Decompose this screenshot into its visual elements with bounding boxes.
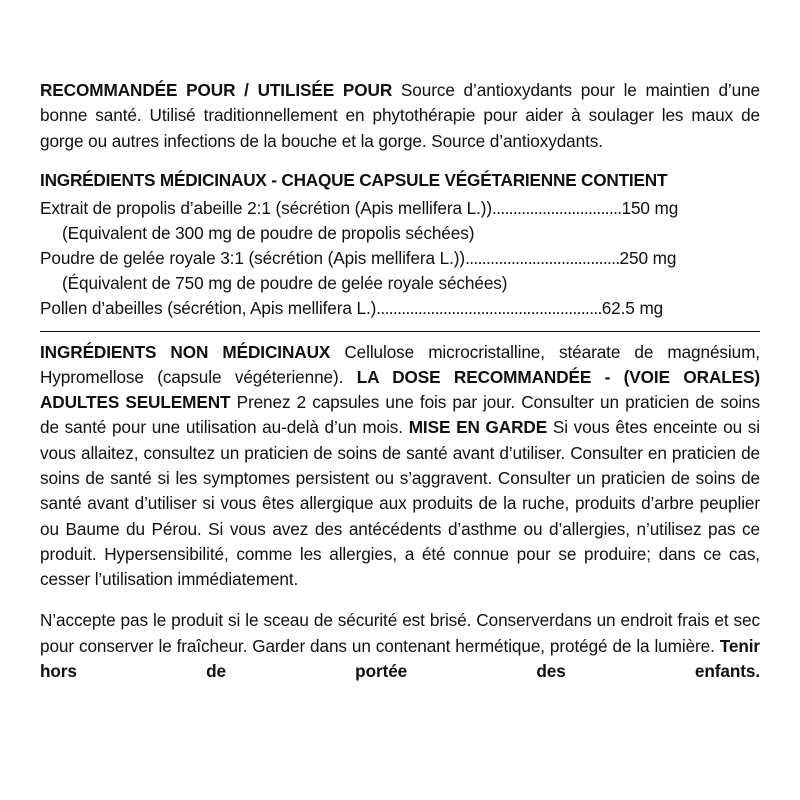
storage-paragraph — [40, 608, 760, 709]
ingredient-name: Poudre de gelée royale 3:1 (sécrétion (Apis mellifera L.)) — [40, 247, 466, 268]
leader-dots: ............................... — [492, 197, 622, 218]
dose-text: Prenez 2 capsules une fois par jour. Consulter un praticien de soins de santé pour une utilisation au-delà d’un mois. — [40, 392, 760, 438]
nonmedicinal-text: Cellulose microcristalline, stéarate de magnésium, Hypromellose (capsule végéterienne). — [40, 341, 760, 387]
divider — [40, 331, 760, 332]
medicinal-ingredients-heading: INGRÉDIENTS MÉDICINAUX - CHAQUE CAPSULE VÉGÉTARIENNE CONTIENT — [40, 169, 668, 190]
list-item — [40, 196, 760, 221]
recommended-use-text: Source d’antioxydants pour le maintien d’une bonne santé. Utilisé traditionnellement en phytothérapie pour aider à soulager les maux de gorge ou autres infections de la bouche et la gorge. Source d’antioxydants. — [40, 80, 760, 151]
leader-dots: ...................................................... — [376, 297, 602, 318]
leader-dots: ..................................... — [465, 247, 620, 268]
ingredient-subnote: (Équivalent de 750 mg de poudre de gelée royale séchées) — [62, 272, 508, 293]
ingredient-name: Pollen d’abeilles (sécrétion, Apis mellifera L.) — [40, 297, 377, 318]
keep-out-of-reach-text: Tenir hors de portée des enfants. — [40, 635, 760, 681]
recommended-use-paragraph — [40, 78, 760, 154]
warning-heading: MISE EN GARDE — [408, 417, 548, 438]
ingredient-amount: 250 mg — [619, 247, 677, 268]
list-item — [40, 246, 760, 271]
medicinal-ingredients-list — [40, 196, 760, 321]
ingredient-name: Extrait de propolis d’abeille 2:1 (sécrétion (Apis mellifera L.)) — [40, 197, 493, 218]
ingredient-amount: 150 mg — [621, 197, 679, 218]
nonmedicinal-heading: INGRÉDIENTS NON MÉDICINAUX — [40, 341, 331, 362]
recommended-use-heading: RECOMMANDÉE POUR / UTILISÉE POUR — [40, 80, 393, 100]
ingredient-amount: 62.5 mg — [601, 297, 664, 318]
list-item — [40, 296, 760, 321]
nonmedicinal-paragraph — [40, 340, 760, 593]
dose-heading: LA DOSE RECOMMANDÉE - (VOIE ORALES) ADULTES SEULEMENT — [40, 366, 761, 413]
warning-text: Si vous êtes enceinte ou si vous allaitez, consultez un praticien de soins de santé avant d’utiliser. Consulter en praticien de soins de santé si les symptomes persistent ou s’aggravent. Consulter un praticien de soins de santé avant d’utiliser si vous êtes allergique aux produits de la ruche, produits d’arbre peuplier ou Baume du Pérou. Si vous avez des antécédents d’asthme ou d’allergies, n’utilisez pas ce produit. Hypersensibilité, comme les allergies, a été connue pour se produire; dans ce cas, cesser l’utilisation immédiatement. — [40, 417, 760, 590]
ingredient-subnote: (Equivalent de 300 mg de poudre de propolis séchées) — [62, 222, 475, 243]
storage-text: N’accepte pas le produit si le sceau de sécurité est brisé. Conserverdans un endroit frais et sec pour conserver le fraîcheur. Garder dans un contenant hermétique, protégé de la lumière. — [40, 610, 760, 656]
